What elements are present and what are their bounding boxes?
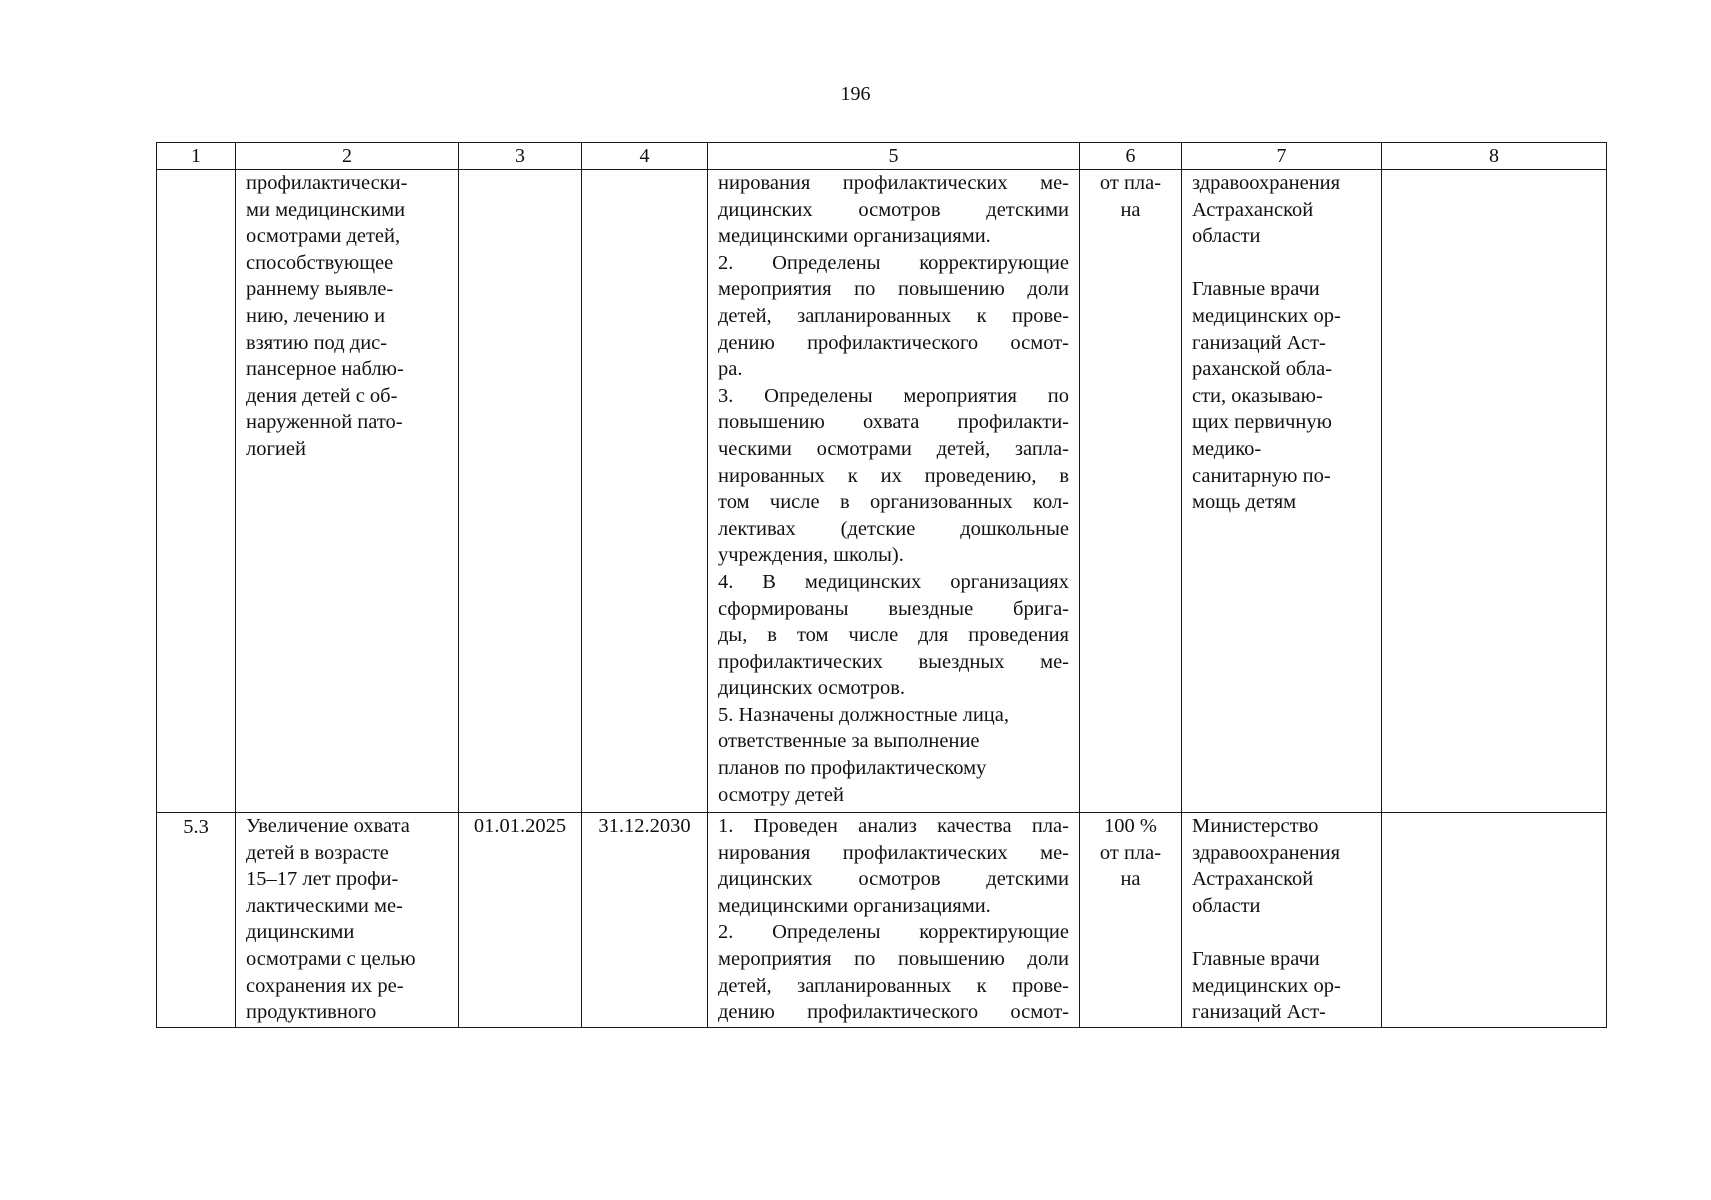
result-cell <box>708 170 1080 813</box>
note-cell <box>1382 813 1607 1028</box>
number-cell <box>157 813 236 1028</box>
text-line: 4. В медицинских организациях <box>718 570 1069 593</box>
text-line: продуктивного <box>246 1001 377 1024</box>
text-line: области <box>1192 225 1261 248</box>
start-date: 01.01.2025 <box>473 815 567 837</box>
result-text <box>708 170 1079 808</box>
text-line: способствующее <box>246 251 394 274</box>
text-line: осмотрами с целью <box>246 947 416 970</box>
text-line: учреждения, школы). <box>718 544 904 567</box>
text-line: медико- <box>1192 437 1262 460</box>
result-cell <box>708 813 1080 1028</box>
text-line: профилактических выездных ме- <box>718 650 1069 673</box>
text-line: ганизаций Аст- <box>1192 1001 1326 1024</box>
note-cell <box>1382 170 1607 813</box>
text-line: осмотру детей <box>718 783 844 806</box>
text-line: 5. Назначены должностные лица, <box>718 703 1009 726</box>
column-header-8: 8 <box>1382 143 1607 170</box>
text-line: ми медицинскими <box>246 198 406 221</box>
text-line: мероприятия по повышению доли <box>718 947 1069 970</box>
text-line: нию, лечению и <box>246 304 386 327</box>
text-line: нирования профилактических ме- <box>718 172 1069 194</box>
text-line: дения детей с об- <box>246 384 398 407</box>
text-line: дицинских осмотров детскими <box>718 198 1069 221</box>
column-header-6: 6 <box>1080 143 1182 170</box>
text-line: 3. Определены мероприятия по <box>718 384 1069 407</box>
text-line: медицинскими организациями. <box>718 894 991 917</box>
text-line: взятию под дис- <box>246 331 388 354</box>
percent-cell <box>1080 170 1182 813</box>
text-line: ра. <box>718 358 743 381</box>
text-line: сти, оказываю- <box>1192 384 1323 407</box>
text-line: раханской обла- <box>1192 358 1333 381</box>
column-header-5: 5 <box>708 143 1080 170</box>
text-line: Астраханской <box>1192 198 1314 221</box>
column-header-1: 1 <box>157 143 236 170</box>
text-line: мероприятия по повышению доли <box>718 278 1069 301</box>
text-line: дению профилактического осмот- <box>718 1001 1069 1024</box>
number-cell <box>157 170 236 813</box>
text-line: ческими осмотрами детей, запла- <box>718 437 1069 460</box>
measure-name <box>236 813 458 1026</box>
table-row <box>157 170 1607 813</box>
text-line: Увеличение охвата <box>246 815 410 837</box>
text-line: на <box>1120 198 1141 221</box>
text-line: дицинских осмотров. <box>718 677 906 700</box>
end-date: 31.12.2030 <box>598 815 691 837</box>
text-line: планов по профилактическому <box>718 757 987 780</box>
measure-name <box>236 170 458 463</box>
text-line: осмотрами детей, <box>246 225 401 248</box>
text-line: логией <box>246 437 306 460</box>
column-header-4: 4 <box>582 143 708 170</box>
text-line: нированных к их проведению, в <box>718 464 1069 487</box>
text-line: 15–17 лет профи- <box>246 868 399 891</box>
text-line: наруженной пато- <box>246 411 403 434</box>
text-line: 2. Определены корректирующие <box>718 921 1069 944</box>
text-line: нирования профилактических ме- <box>718 841 1069 864</box>
text-line: дицинскими <box>246 921 355 944</box>
text-line: дению профилактического осмот- <box>718 331 1069 354</box>
end-date-cell <box>582 813 708 1028</box>
text-line: ответственные за выполнение <box>718 730 980 753</box>
header-row <box>157 143 1607 170</box>
measures-table <box>156 142 1607 1028</box>
row-number <box>157 170 235 171</box>
text-line: сформированы выездные брига- <box>718 597 1069 620</box>
responsible-cell <box>1182 813 1382 1028</box>
text-line: медицинских ор- <box>1192 304 1341 327</box>
percent-text <box>1080 813 1181 893</box>
text-line: мощь детям <box>1192 491 1297 514</box>
column-header-7: 7 <box>1182 143 1382 170</box>
text-line: раннему выявле- <box>246 278 394 301</box>
percent-cell <box>1080 813 1182 1028</box>
responsible-cell <box>1182 170 1382 813</box>
responsible-text <box>1182 170 1381 516</box>
column-header-3: 3 <box>459 143 582 170</box>
text-line: Астраханской <box>1192 868 1314 891</box>
text-line: детей в возрасте <box>246 841 389 864</box>
text-line: медицинскими организациями. <box>718 225 991 248</box>
text-line: здравоохранения <box>1192 172 1341 194</box>
text-line: 2. Определены корректирующие <box>718 251 1069 274</box>
text-line: том числе в организованных кол- <box>718 491 1069 514</box>
text-line: 1. Проведен анализ качества пла- <box>718 815 1069 837</box>
responsible-text <box>1182 813 1381 1026</box>
text-line: 100 % <box>1104 815 1157 837</box>
row-number: 5.3 <box>183 816 209 838</box>
text-line: пансерное наблю- <box>246 358 404 381</box>
result-text <box>708 813 1079 1026</box>
column-header-2: 2 <box>236 143 459 170</box>
text-line: от пла- <box>1099 841 1162 864</box>
page-number: 196 <box>840 83 871 105</box>
text-line: области <box>1192 894 1261 917</box>
text-line: Главные врачи <box>1192 947 1320 970</box>
text-line <box>1192 250 1381 277</box>
start-date-cell <box>459 813 582 1028</box>
text-line: Главные врачи <box>1192 278 1320 301</box>
table-row <box>157 813 1607 1028</box>
end-date-cell <box>582 170 708 813</box>
text-line: Министерство <box>1192 815 1319 837</box>
text-line: щих первичную <box>1192 411 1332 434</box>
text-line: сохранения их ре- <box>246 974 404 997</box>
measure-name-cell <box>236 170 459 813</box>
text-line: от пла- <box>1099 172 1162 194</box>
text-line: дицинских осмотров детскими <box>718 868 1069 891</box>
text-line: лективах (детские дошкольные <box>718 517 1069 540</box>
text-line <box>1192 919 1381 946</box>
text-line: детей, запланированных к прове- <box>718 974 1069 997</box>
text-line: санитарную по- <box>1192 464 1331 487</box>
text-line: повышению охвата профилакти- <box>718 411 1069 434</box>
measure-name-cell <box>236 813 459 1028</box>
text-line: лактическими ме- <box>246 894 403 917</box>
text-line: ганизаций Аст- <box>1192 331 1326 354</box>
text-line: медицинских ор- <box>1192 974 1341 997</box>
percent-text <box>1080 170 1181 223</box>
text-line: профилактически- <box>246 172 408 194</box>
text-line: на <box>1120 868 1141 891</box>
start-date-cell <box>459 170 582 813</box>
text-line: здравоохранения <box>1192 841 1341 864</box>
text-line: детей, запланированных к прове- <box>718 304 1069 327</box>
text-line: ды, в том числе для проведения <box>718 624 1069 647</box>
